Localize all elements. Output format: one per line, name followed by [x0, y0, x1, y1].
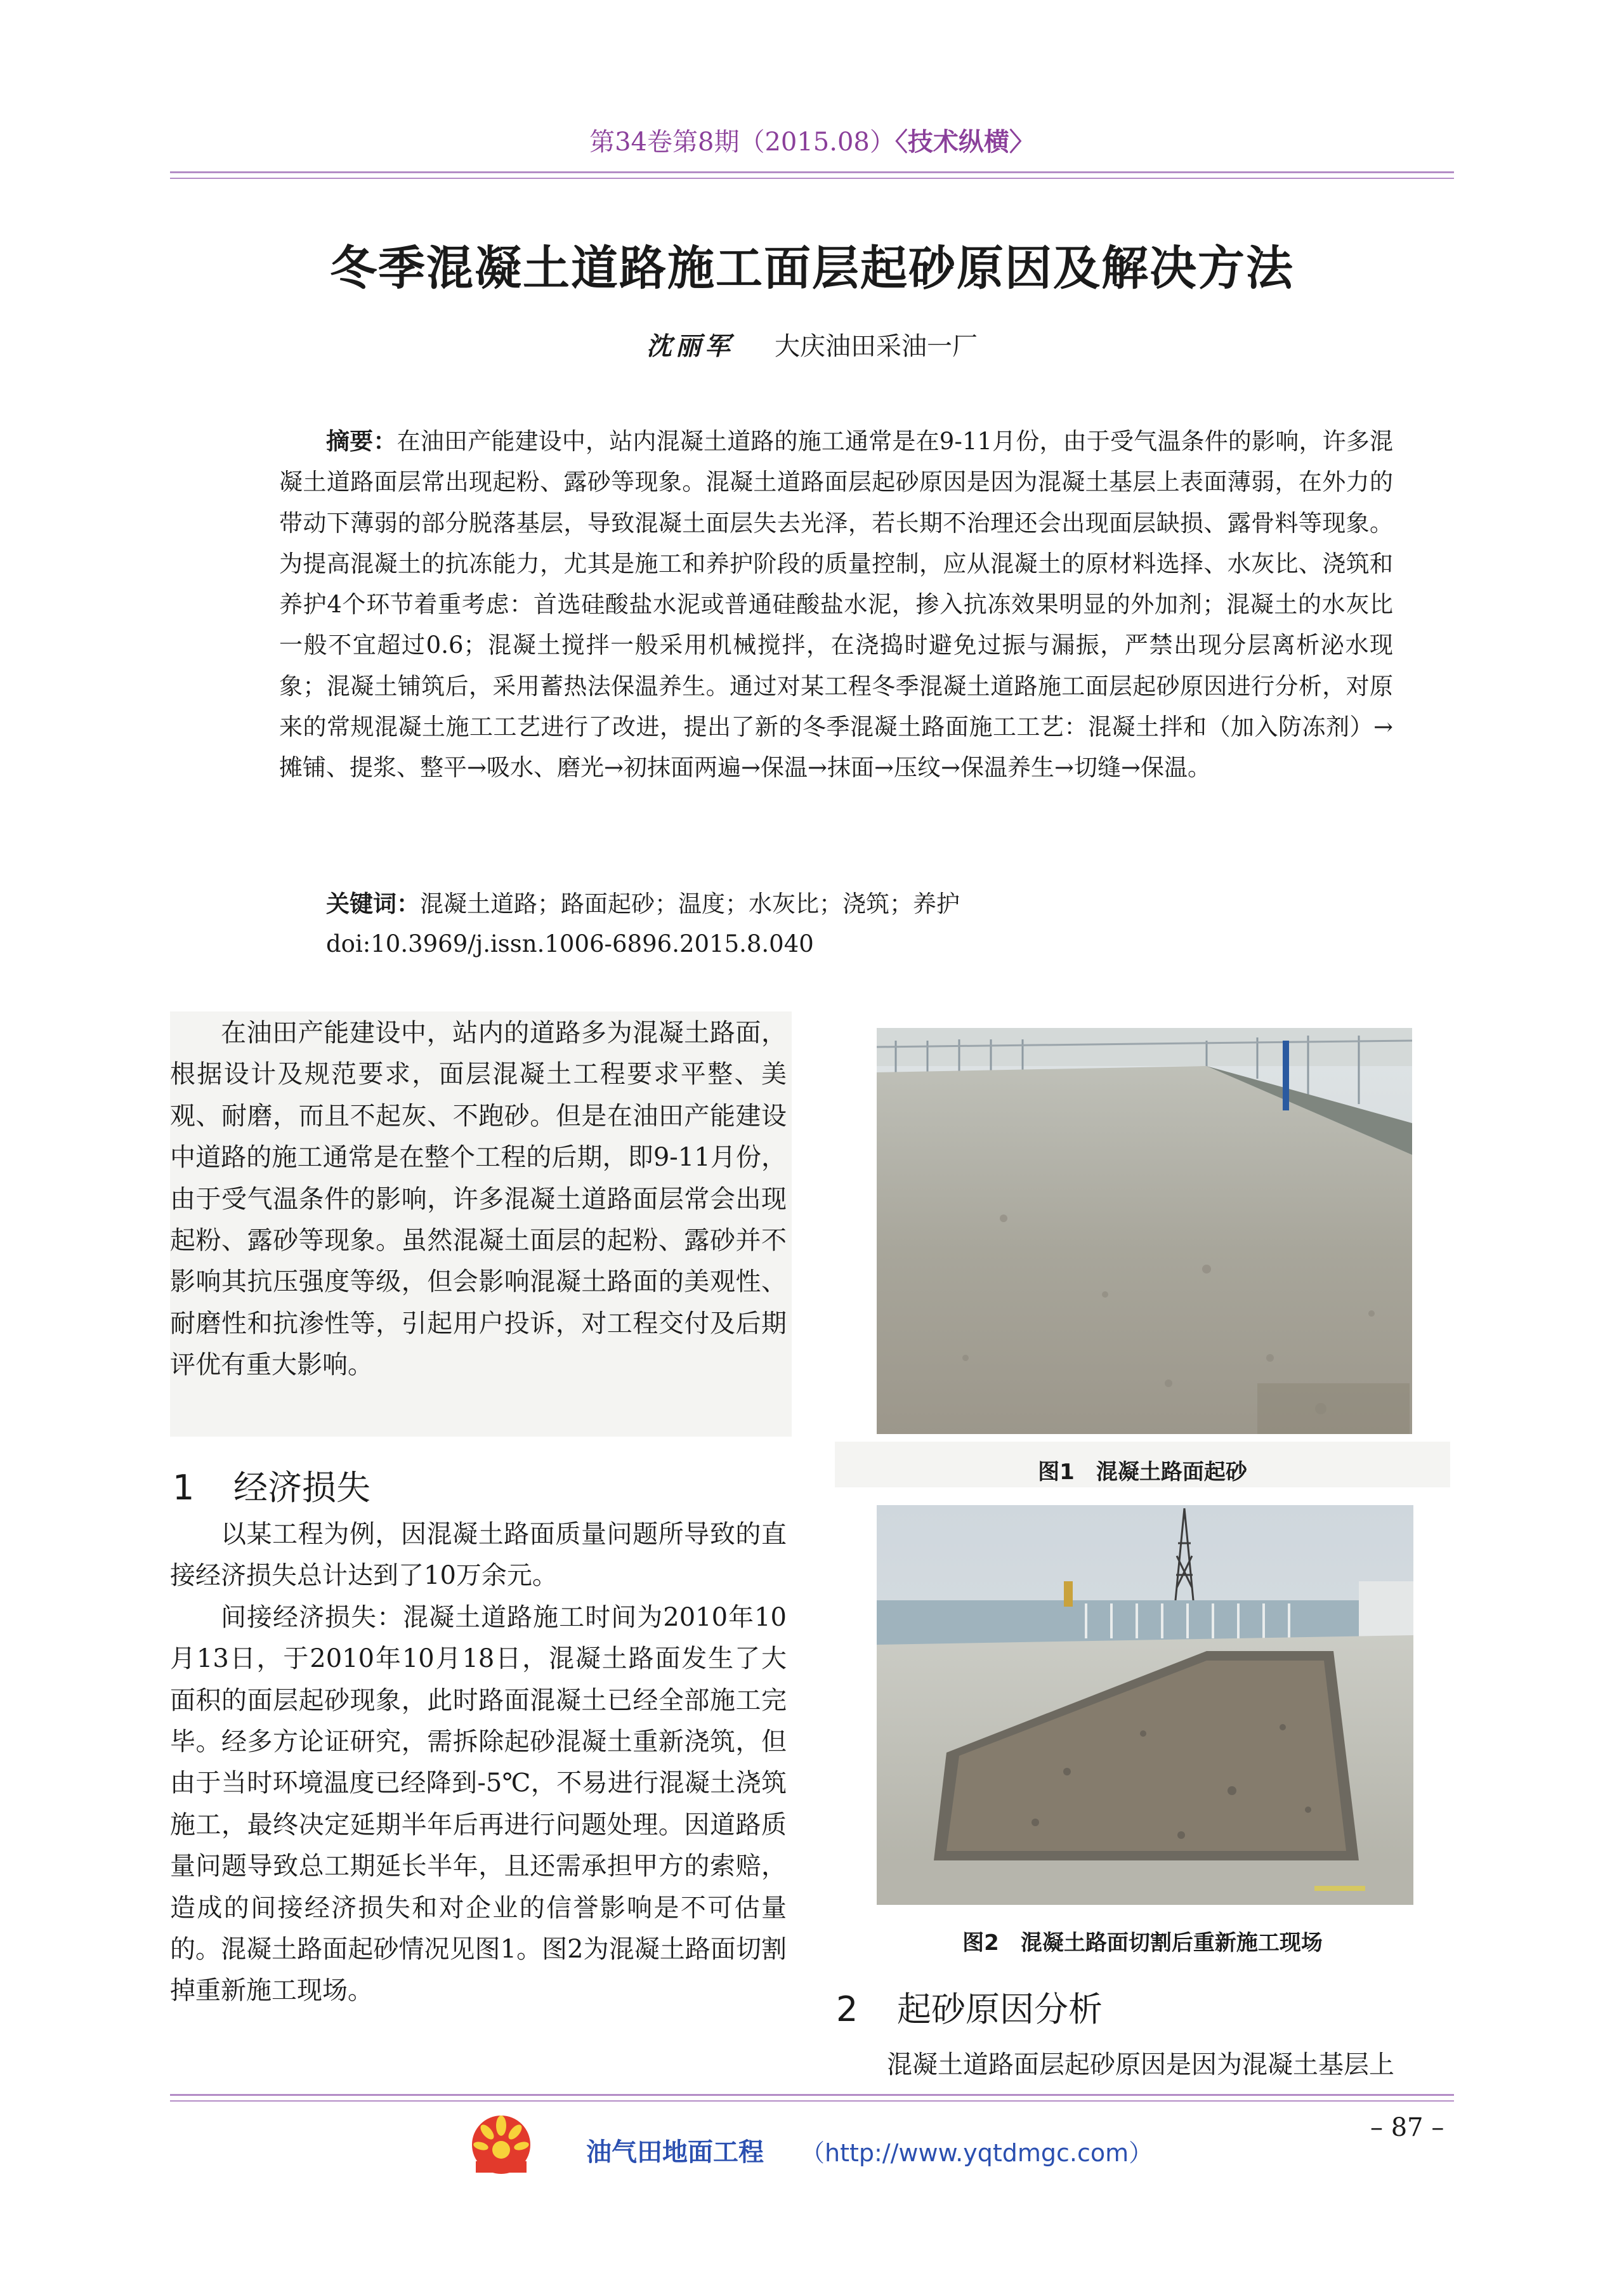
intro-paragraph: 在油田产能建设中，站内的道路多为混凝土路面，根据设计及规范要求，面层混凝土工程要求平整、美观、耐磨，而且不起灰、不跑砂。但是在油田产能建设中道路的施工通常是在整个工程的后期，即9-11月份，由于受气温条件的影响，许多混凝土道路面层常会出现起粉、露砂等现象。虽然混凝土面层的起粉、露砂并不影响其抗压强度等级，但会影响混凝土路面的美观性、耐磨性和抗渗性等，引起用户投诉，对工程交付及后期评优有重大影响。	[170, 1018, 787, 1380]
header-rule-thin	[170, 178, 1454, 179]
paper-title: 冬季混凝土道路施工面层起砂原因及解决方法	[330, 241, 1294, 296]
abstract-label: 摘要：	[326, 428, 397, 455]
figure-1-photo	[877, 1028, 1412, 1434]
journal-logo-icon	[469, 2112, 533, 2175]
page-number: – 87 –	[1370, 2113, 1444, 2142]
section-1-body	[170, 1514, 787, 2012]
figure-2-caption: 图2 混凝土路面切割后重新施工现场	[962, 1930, 1323, 1956]
header-rule	[170, 171, 1454, 173]
issue-line	[0, 122, 1624, 158]
keywords	[279, 885, 1393, 919]
author-name: 沈丽军	[646, 331, 734, 361]
footer-journal-name: 油气田地面工程	[586, 2138, 764, 2167]
footer-journal-url[interactable]: （http://www.yqtdmgc.com）	[801, 2139, 1153, 2167]
section-2-title: 起砂原因分析	[897, 1989, 1103, 2029]
author-affiliation: 大庆油田采油一厂	[775, 332, 978, 361]
section-2-heading	[836, 1982, 1103, 2031]
column-name: 〈技术纵横〉	[894, 127, 1035, 157]
figure-2-photo	[877, 1505, 1413, 1905]
footer-rule	[170, 2094, 1454, 2096]
section-1-paragraph-2: 间接经济损失：混凝土道路施工时间为2010年10月13日，于2010年10月18日，混凝土路面发生了大面积的面层起砂现象，此时路面混凝土已经全部施工完毕。经多方论证研究，需拆除起砂混凝土重新浇筑，但由于当时环境温度已经降到-5℃，不易进行混凝土浇筑施工，最终决定延期半年后再进行问题处理。因道路质量问题导致总工期延长半年，且还需承担甲方的索赔，造成的间接经济损失和对企业的信誉影响是不可估量的。混凝土路面起砂情况见图1。图2为混凝土路面切割掉重新施工现场。	[170, 1602, 787, 2006]
figure-1-caption: 图1 混凝土路面起砂	[1038, 1459, 1247, 1485]
section-1-number: 1	[173, 1468, 195, 1508]
section-1-heading	[173, 1461, 370, 1510]
figure-1-image	[877, 1028, 1412, 1434]
section-2-number: 2	[836, 1989, 858, 2029]
abstract	[279, 421, 1393, 789]
footer-rule-thin	[170, 2100, 1454, 2102]
issue-info: 第34卷第8期（2015.08）	[589, 128, 895, 157]
doi: doi:10.3969/j.issn.1006-6896.2015.8.040	[326, 930, 814, 958]
section-1-title: 经济损失	[233, 1468, 370, 1508]
section-2-paragraph-1: 混凝土道路面层起砂原因是因为混凝土基层上	[887, 2050, 1394, 2079]
section-1-paragraph-1: 以某工程为例，因混凝土路面质量问题所导致的直接经济损失总计达到了10万余元。	[170, 1520, 787, 1591]
keywords-text: 混凝土道路；路面起砂；温度；水灰比；浇筑；养护	[420, 890, 960, 918]
author-line	[0, 326, 1624, 362]
figure-2-image	[877, 1505, 1413, 1905]
keywords-label: 关键词：	[326, 890, 420, 918]
abstract-text: 在油田产能建设中，站内混凝土道路的施工通常是在9-11月份，由于受气温条件的影响，许多混凝土道路面层常出现起粉、露砂等现象。混凝土道路面层起砂原因是因为混凝土基层上表面薄弱，在外力的带动下薄弱的部分脱落基层，导致混凝土面层失去光泽，若长期不治理还会出现面层缺损、露骨料等现象。为提高混凝土的抗冻能力，尤其是施工和养护阶段的质量控制，应从混凝土的原材料选择、水灰比、浇筑和养护4个环节着重考虑：首选硅酸盐水泥或普通硅酸盐水泥，掺入抗冻效果明显的外加剂；混凝土的水灰比一般不宜超过0.6；混凝土搅拌一般采用机械搅拌，在浇捣时避免过振与漏振，严禁出现分层离析泌水现象；混凝土铺筑后，采用蓄热法保温养生。通过对某工程冬季混凝土道路施工面层起砂原因进行分析，对原来的常规混凝土施工工艺进行了改进，提出了新的冬季混凝土路面施工工艺：混凝土拌和（加入防冻剂）→摊铺、提浆、整平→吸水、磨光→初抹面两遍→保温→抹面→压纹→保温养生→切缝→保温。	[279, 428, 1394, 782]
